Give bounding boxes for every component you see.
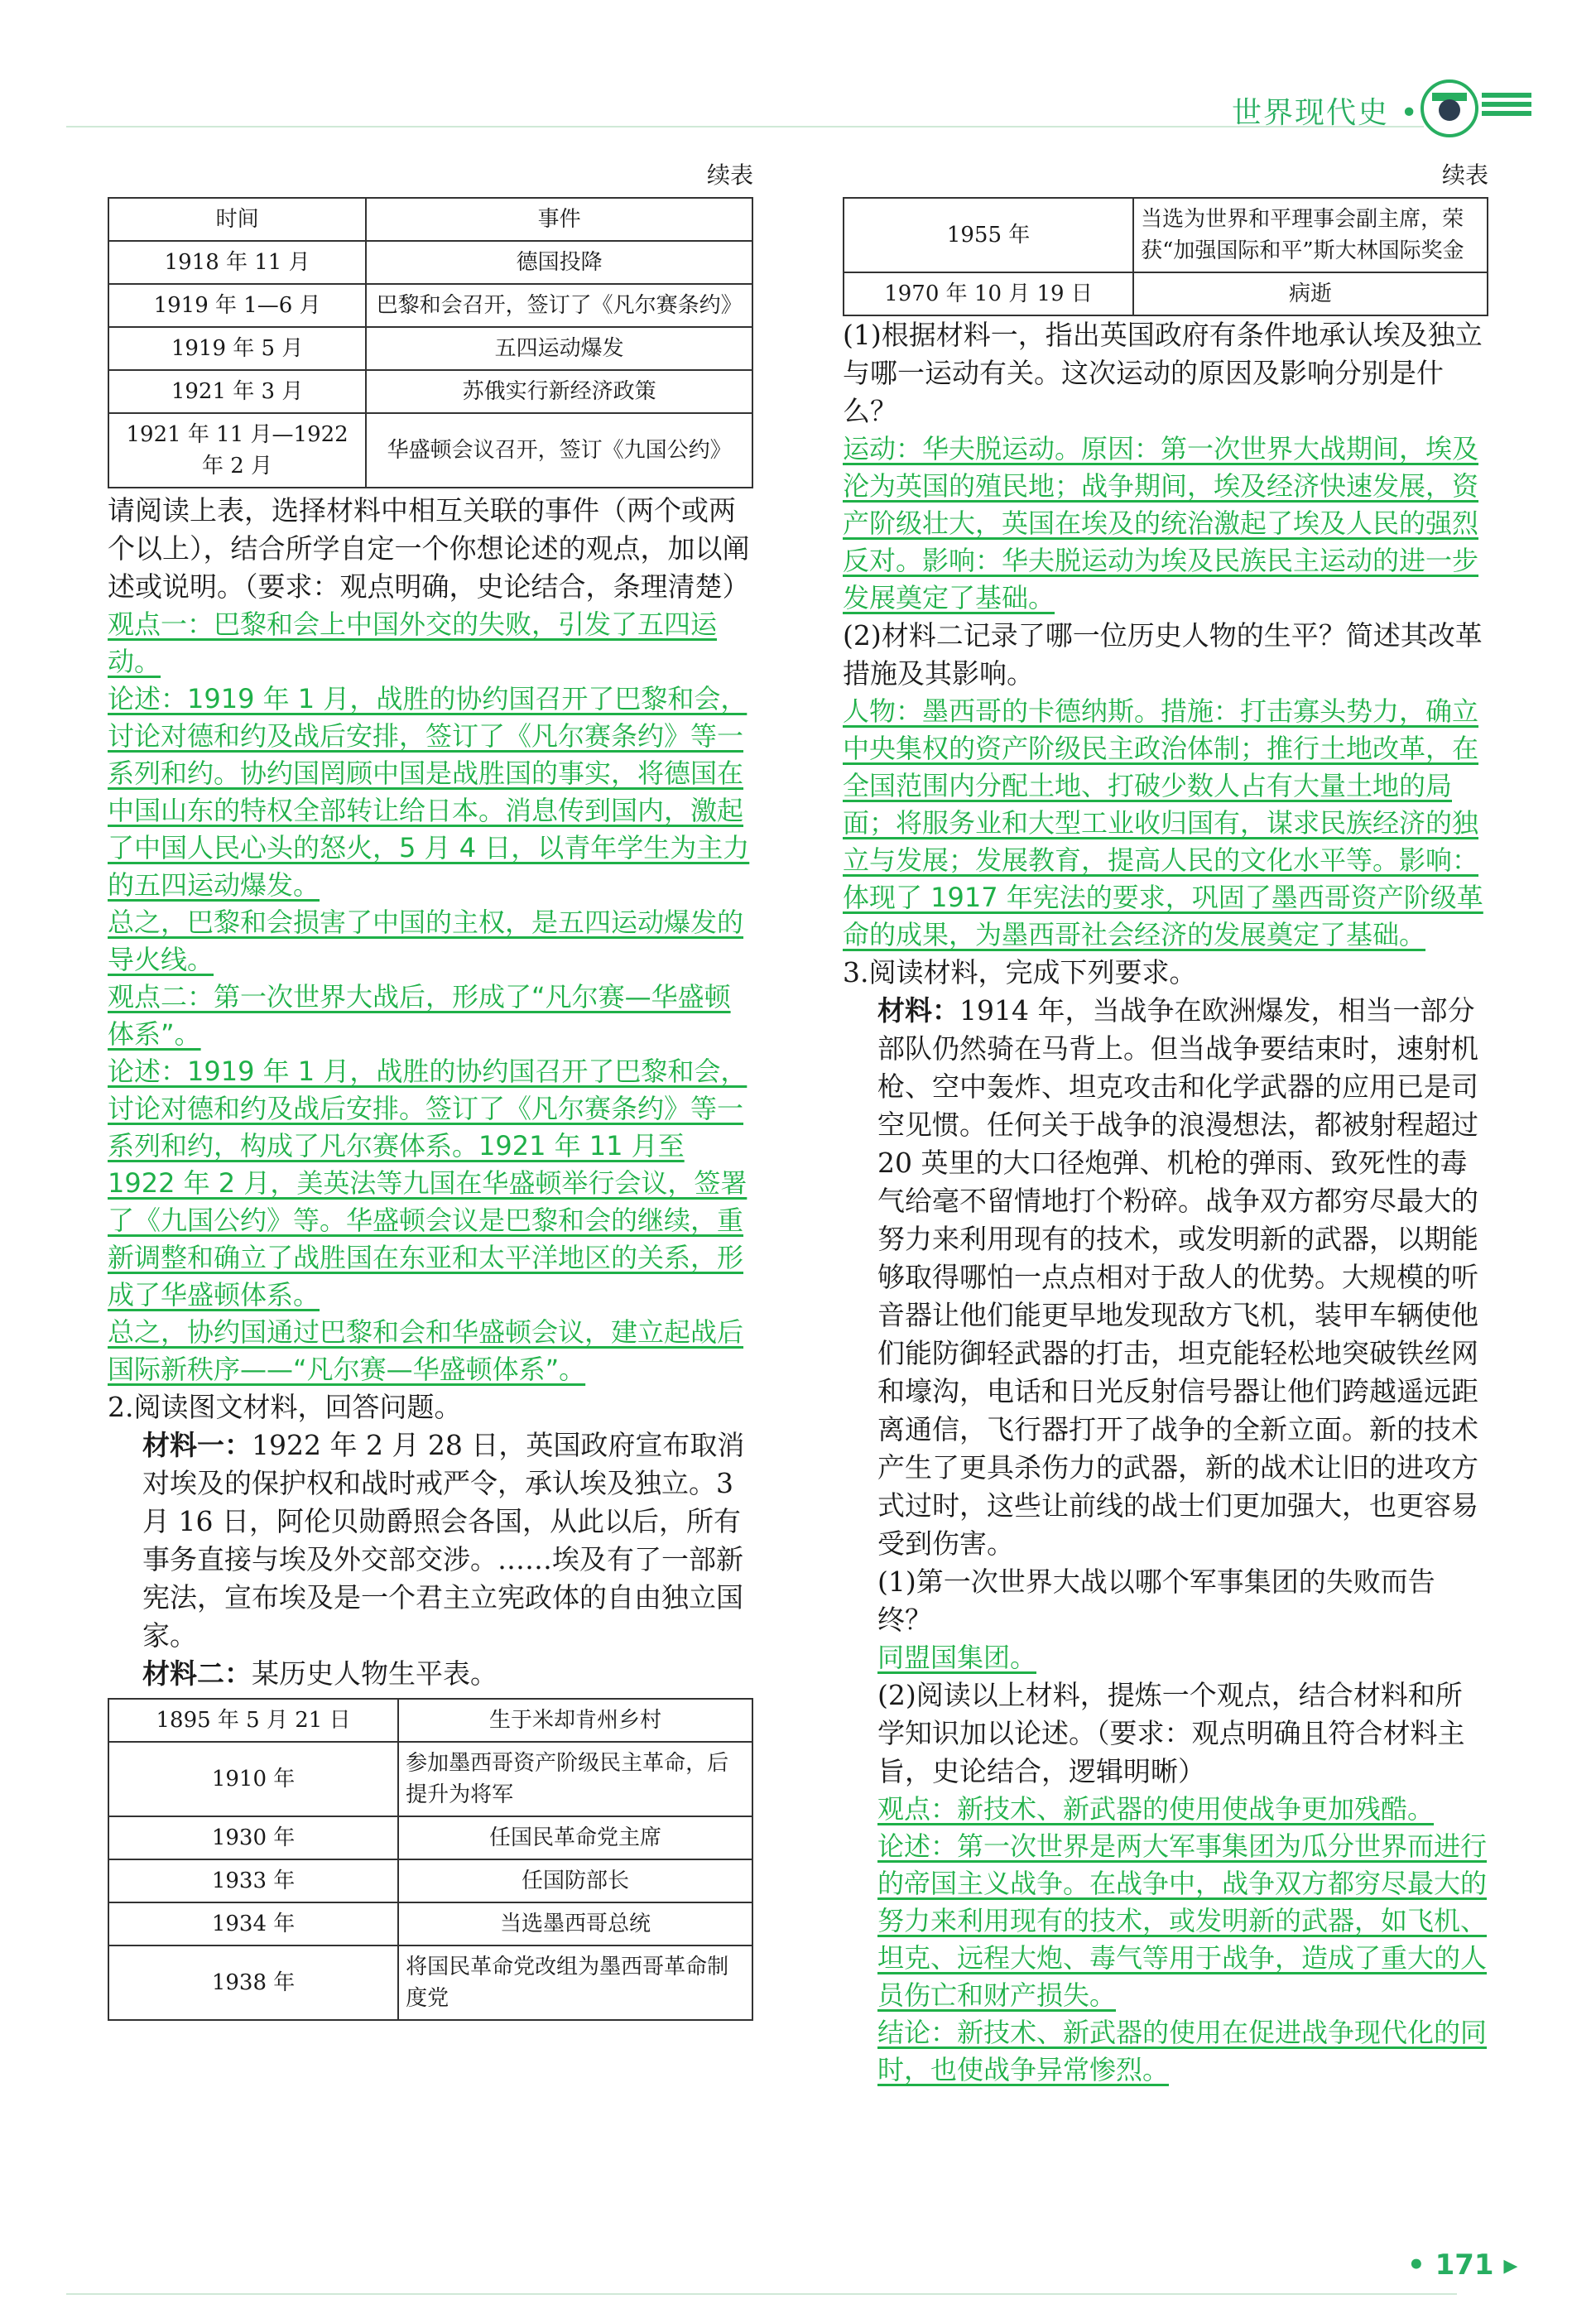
q3-sub1: (1)第一次世界大战以哪个军事集团的失败而告终？ bbox=[877, 1566, 1435, 1636]
table-row: 1955 年 当选为世界和平理事会副主席，荣获“加强国际和平”斯大林国际奖金 bbox=[844, 198, 1488, 272]
table-row: 1910 年 参加墨西哥资产阶级民主革命，后提升为将军 bbox=[108, 1742, 752, 1816]
table-row: 1970 年 10 月 19 日 病逝 bbox=[844, 272, 1488, 315]
q3-answer2-argue: 论述：第一次世界是两大军事集团为瓜分世界而进行的帝国主义战争。在战争中，战争双方都穷尽最大的努力来利用现有的技术，或发明新的武器，如飞机、坦克、远程大炮、毒气等用于战争，造成了重大的人员伤亡和财产损失。 bbox=[877, 1830, 1488, 2011]
header-title: 世界现代史 • bbox=[1232, 96, 1420, 130]
q2-sub1: (1)根据材料一，指出英国政府有条件地承认埃及独立与哪一运动有关。这次运动的原因及影响分别是什么？ bbox=[843, 319, 1483, 427]
table-row: 1919 年 5 月 五四运动爆发 bbox=[108, 327, 752, 370]
footer-rule bbox=[66, 2293, 1457, 2295]
q1-answer-argue1: 论述：1919 年 1 月，战胜的协约国召开了巴黎和会，讨论对德和约及战后安排，签订了《凡尔赛条约》等一系列和约。协约国罔顾中国是战胜国的事实，将德国在中国山东的特权全部转让给日本。消息传到国内，激起了中国人民心头的怒火，5 月 4 日，以青年学生为主力的五四运动爆发。 bbox=[108, 683, 750, 901]
q3-sub2: (2)阅读以上材料，提炼一个观点，结合材料和所学知识加以论述。（要求：观点明确且符合材料主旨，史论结合，逻辑明晰） bbox=[877, 1679, 1465, 1787]
table-row: 1930 年 任国民革命党主席 bbox=[108, 1816, 752, 1859]
q2-material2-label: 材料二： bbox=[142, 1657, 252, 1690]
q1-prompt: 请阅读上表，选择材料中相互关联的事件（两个或两个以上），结合所学自定一个你想论述的观点，加以阐述或说明。（要求：观点明确，史论结合，条理清楚） bbox=[108, 494, 750, 603]
page-number: • 171 ▸ bbox=[1407, 2248, 1518, 2282]
student-logo-icon bbox=[1421, 79, 1478, 137]
q3-answer1: 同盟国集团。 bbox=[877, 1642, 1037, 1673]
q2-answer1: 运动：华夫脱运动。原因：第一次世界大战期间，埃及沦为英国的殖民地；战争期间，埃及经济快速发展，资产阶级壮大，英国在埃及的统治激起了埃及人民的强烈反对。影响：华夫脱运动为埃及民族民主运动的进一步发展奠定了基础。 bbox=[843, 433, 1479, 613]
table-row: 1895 年 5 月 21 日 生于米却肯州乡村 bbox=[108, 1699, 752, 1742]
q2-title: 阅读图文材料，回答问题。 bbox=[133, 1391, 462, 1423]
q3-answer2-conclusion: 结论：新技术、新武器的使用在促进战争现代化的同时，也使战争异常惨烈。 bbox=[877, 2017, 1488, 2085]
table-row: 1934 年 当选墨西哥总统 bbox=[108, 1902, 752, 1945]
table-row: 1919 年 1—6 月 巴黎和会召开，签订了《凡尔赛条约》 bbox=[108, 284, 752, 327]
continued-label: 续表 bbox=[706, 161, 753, 189]
q2-material1-text: 1922 年 2 月 28 日，英国政府宣布取消对埃及的保护权和战时戒严令，承认埃及独立。3 月 16 日，阿伦贝勋爵照会各国，从此以后，所有事务直接与埃及外交部交涉。……埃及有了一部新宪法，宣布埃及是一个君主立宪政体的自由独立国家。 bbox=[142, 1429, 745, 1652]
q3-material-label: 材料： bbox=[877, 994, 959, 1027]
q3-number: 3. bbox=[843, 956, 869, 988]
left-column bbox=[108, 157, 753, 2021]
table-header-row: 时间 事件 bbox=[108, 198, 752, 241]
q2-number: 2. bbox=[108, 1391, 134, 1423]
biography-table-continued bbox=[843, 197, 1488, 316]
q3-title: 阅读材料，完成下列要求。 bbox=[868, 956, 1197, 988]
events-table bbox=[108, 197, 753, 488]
continued-label: 续表 bbox=[1441, 161, 1488, 189]
table-row: 1938 年 将国民革命党改组为墨西哥革命制度党 bbox=[108, 1945, 752, 2020]
q3-answer2-view: 观点：新技术、新武器的使用使战争更加残酷。 bbox=[877, 1793, 1435, 1825]
table-row: 1921 年 11 月—1922 年 2 月 华盛顿会议召开，签订《九国公约》 bbox=[108, 413, 752, 488]
table-row: 1918 年 11 月 德国投降 bbox=[108, 241, 752, 284]
q1-answer-view1: 观点一：巴黎和会上中国外交的失败，引发了五四运动。 bbox=[108, 608, 718, 677]
q3-material-text: 1914 年，当战争在欧洲爆发，相当一部分部队仍然骑在马背上。但当战争要结束时，速射机枪、空中轰炸、坦克攻击和化学武器的应用已是司空见惯。任何关于战争的浪漫想法，都被射程超过 20 英里的大口径炮弹、机枪的弹雨、致死性的毒气给毫不留情地打个粉碎。战争双方都穷尽最大的努力来利用现有的技术，或发明新的武器，以期能够取得哪怕一点点相对于敌人的优势。大规模的听音器让他们能更早地发现敌方飞机，装甲车辆使他们能防御轻武器的打击，坦克能轻松地突破铁丝网和壕沟，电话和日光反射信号器让他们跨越遥远距离通信，飞行器打开了战争的全新立面。新的技术产生了更具杀伤力的武器，新的战术让旧的进攻方式过时，这些让前线的战士们更加强大，也更容易受到伤害。 bbox=[877, 994, 1478, 1560]
right-column bbox=[843, 157, 1488, 2089]
q2-material2-text: 某历史人物生平表。 bbox=[252, 1657, 498, 1690]
header-rule bbox=[66, 126, 1424, 127]
q1-answer-argue2: 论述：1919 年 1 月，战胜的协约国召开了巴黎和会，讨论对德和约及战后安排。签订了《凡尔赛条约》等一系列和约，构成了凡尔赛体系。1921 年 11 月至 1922 年 2 月，美英法等九国在华盛顿举行会议，签署了《九国公约》等。华盛顿会议是巴黎和会的继续，重新调整和确立了战胜国在东亚和太平洋地区的关系，形成了华盛顿体系。 bbox=[108, 1056, 748, 1311]
q1-answer-sum2: 总之，协约国通过巴黎和会和华盛顿会议，建立起战后国际新秩序——“凡尔赛—华盛顿体系”。 bbox=[108, 1316, 744, 1385]
q2-answer2: 人物：墨西哥的卡德纳斯。措施：打击寡头势力，确立中央集权的资产阶级民主政治体制；推行土地改革，在全国范围内分配土地、打破少数人占有大量土地的局面；将服务业和大型工业收归国有，谋求民族经济的独立与发展；发展教育，提高人民的文化水平等。影响：体现了 1917 年宪法的要求，巩固了墨西哥资产阶级革命的成果，为墨西哥社会经济的发展奠定了基础。 bbox=[843, 695, 1483, 950]
header-stripes bbox=[1482, 93, 1531, 126]
q2-material1-label: 材料一： bbox=[142, 1429, 252, 1461]
q1-answer-sum1: 总之，巴黎和会损害了中国的主权，是五四运动爆发的导火线。 bbox=[108, 907, 744, 975]
table-row: 1933 年 任国防部长 bbox=[108, 1859, 752, 1902]
q2-sub2: (2)材料二记录了哪一位历史人物的生平？简述其改革措施及其影响。 bbox=[843, 619, 1483, 690]
question-2 bbox=[108, 1388, 753, 1693]
q1-answer-view2: 观点二：第一次世界大战后，形成了“凡尔赛—华盛顿体系”。 bbox=[108, 981, 731, 1050]
question-3 bbox=[843, 954, 1488, 2089]
table-row: 1921 年 3 月 苏俄实行新经济政策 bbox=[108, 370, 752, 413]
biography-table bbox=[108, 1698, 753, 2021]
